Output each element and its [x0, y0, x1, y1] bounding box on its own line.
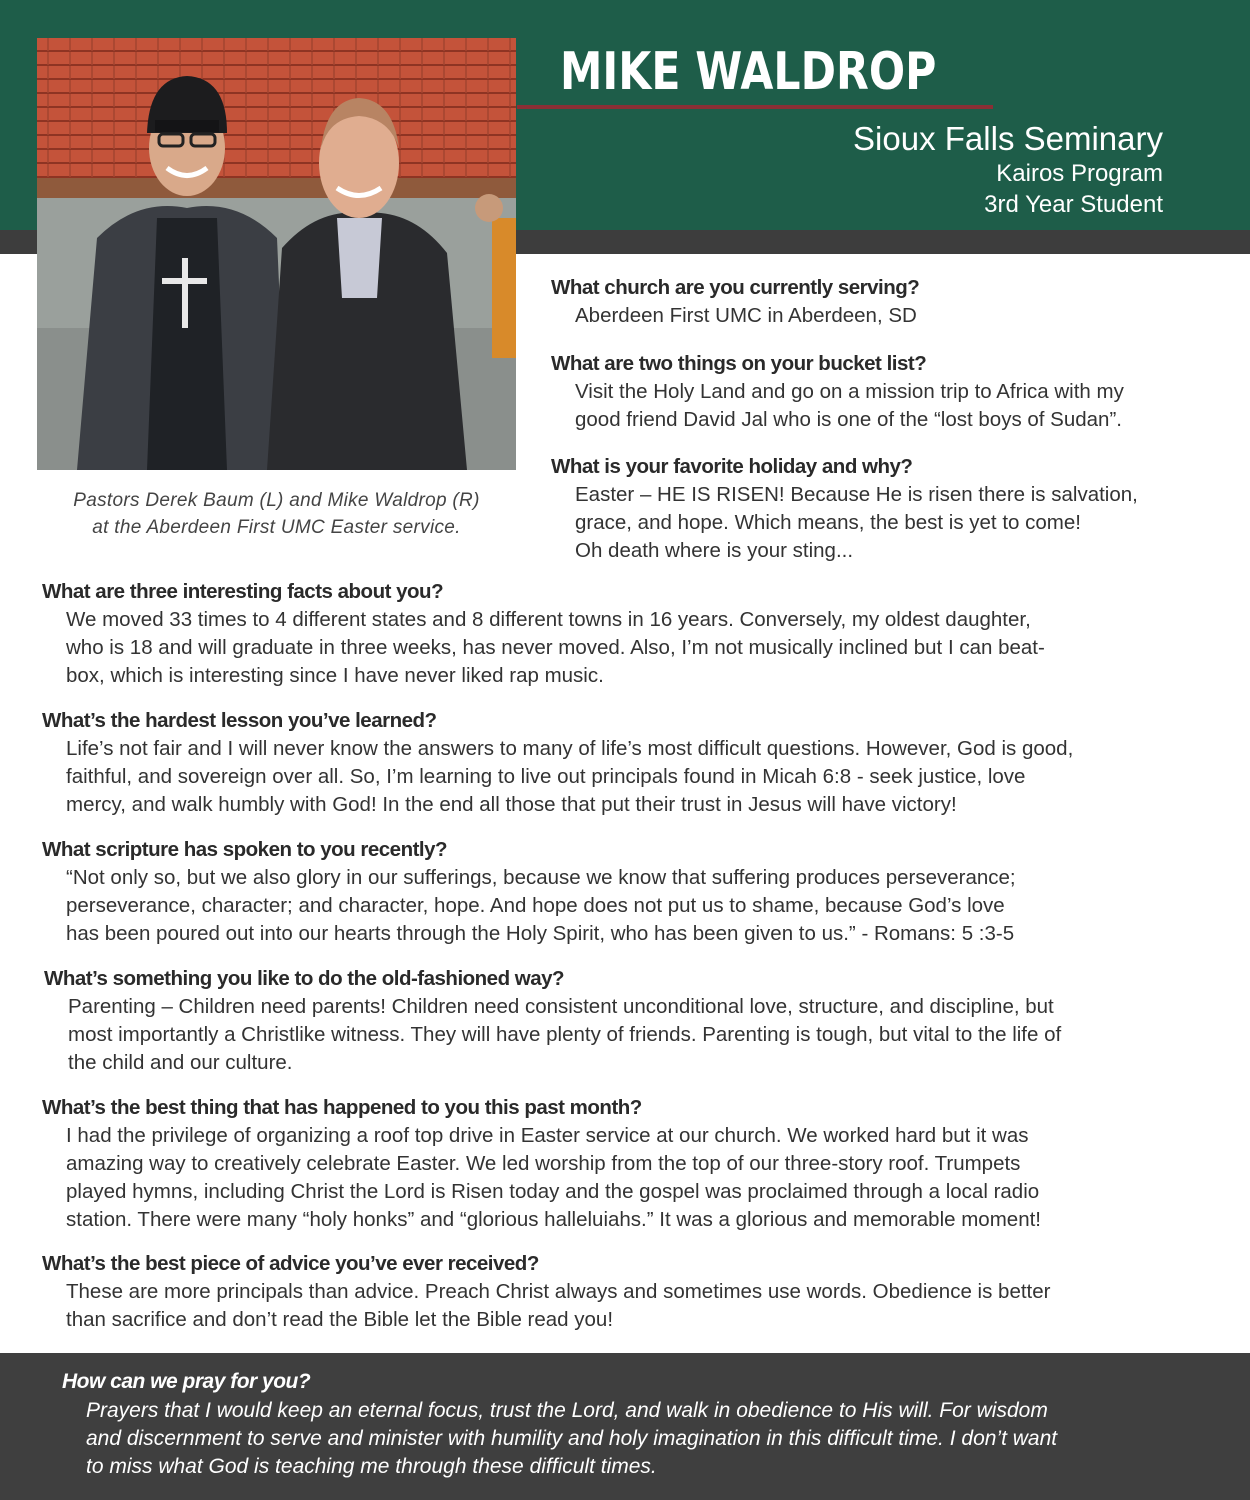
profile-photo [37, 38, 516, 470]
qa-interesting-facts [42, 578, 1242, 690]
answer: Easter – HE IS RISEN! Because He is risen there is salvation, grace, and hope. Which means, the best is yet to come! Oh death where is your sting... [575, 483, 1138, 562]
question: What are two things on your bucket list? [551, 352, 927, 375]
photo-caption [37, 487, 516, 541]
prayer-question: How can we pray for you? [62, 1370, 311, 1393]
qa-scripture [42, 836, 1242, 948]
answer: We moved 33 times to 4 different states and 8 different towns in 16 years. Conversely, my oldest daughter, who is 18 and will graduate in three weeks, has never moved. Also, I’m not musically inclined but I can beat- box, which is interesting since I have never liked rap music. [66, 608, 1045, 687]
profile-name: MIKE WALDROP [560, 42, 937, 102]
prayer-answer: Prayers that I would keep an eternal focus, trust the Lord, and walk in obedience to His will. For wisdom and discernment to serve and minister with humility and holy imagination in this difficult time. I don’t want to miss what God is teaching me through these difficult times. [86, 1399, 1058, 1478]
name-underline [517, 105, 993, 109]
question: What is your favorite holiday and why? [551, 455, 913, 478]
question: What’s the hardest lesson you’ve learned? [42, 709, 437, 732]
answer: I had the privilege of organizing a roof top drive in Easter service at our church. We worked hard but it was amazing way to creatively celebrate Easter. We led worship from the top of our three-story roof. Trumpets played hymns, including Christ the Lord is Risen today and the gospel was proclaimed through a local radio station. There were many “holy honks” and “glorious halleluiahs.” It was a glorious and memorable moment! [66, 1124, 1041, 1231]
qa-favorite-holiday [551, 453, 1231, 565]
program-name: Kairos Program [996, 160, 1163, 187]
question: What’s the best piece of advice you’ve ever received? [42, 1252, 539, 1275]
qa-church [551, 274, 1231, 330]
answer: Visit the Holy Land and go on a mission trip to Africa with my good friend David Jal who is one of the “lost boys of Sudan”. [575, 380, 1124, 431]
question: What scripture has spoken to you recently? [42, 838, 448, 861]
answer: These are more principals than advice. Preach Christ always and sometimes use words. Obedience is better than sacrifice and don’t read the Bible let the Bible read you! [66, 1280, 1051, 1331]
question: What’s something you like to do the old-fashioned way? [44, 967, 565, 990]
photo-illustration [37, 38, 516, 470]
qa-best-thing [42, 1094, 1242, 1234]
question: What are three interesting facts about you? [42, 580, 444, 603]
answer: Parenting – Children need parents! Children need consistent unconditional love, structure, and discipline, but most importantly a Christlike witness. They will have plenty of friends. Parenting is tough, but vital to the life of the child and our culture. [68, 995, 1062, 1074]
answer: Aberdeen First UMC in Aberdeen, SD [575, 304, 917, 327]
school-name: Sioux Falls Seminary [853, 120, 1163, 157]
student-year: 3rd Year Student [984, 191, 1163, 218]
question: What church are you currently serving? [551, 276, 920, 299]
answer: Life’s not fair and I will never know the answers to many of life’s most difficult questions. However, God is good, faithful, and sovereign over all. So, I’m learning to live out principals found in Micah 6:8 - seek justice, love mercy, and walk humbly with God! In the end all those that put their trust in Jesus will have victory! [66, 737, 1074, 816]
answer: “Not only so, but we also glory in our sufferings, because we know that suffering produces perseverance; perseverance, character; and character, hope. And hope does not put us to shame, because God’s love has been poured out into our hearts through the Holy Spirit, who has been given to us.” - Romans: 5 :3-5 [66, 866, 1016, 945]
caption-line-2: at the Aberdeen First UMC Easter service. [92, 517, 461, 538]
qa-old-fashioned [44, 965, 1244, 1077]
qa-hardest-lesson [42, 707, 1242, 819]
qa-best-advice [42, 1250, 1242, 1334]
question: What’s the best thing that has happened to you this past month? [42, 1096, 642, 1119]
caption-line-1: Pastors Derek Baum (L) and Mike Waldrop (R) [73, 490, 480, 511]
qa-bucket-list [551, 350, 1241, 434]
